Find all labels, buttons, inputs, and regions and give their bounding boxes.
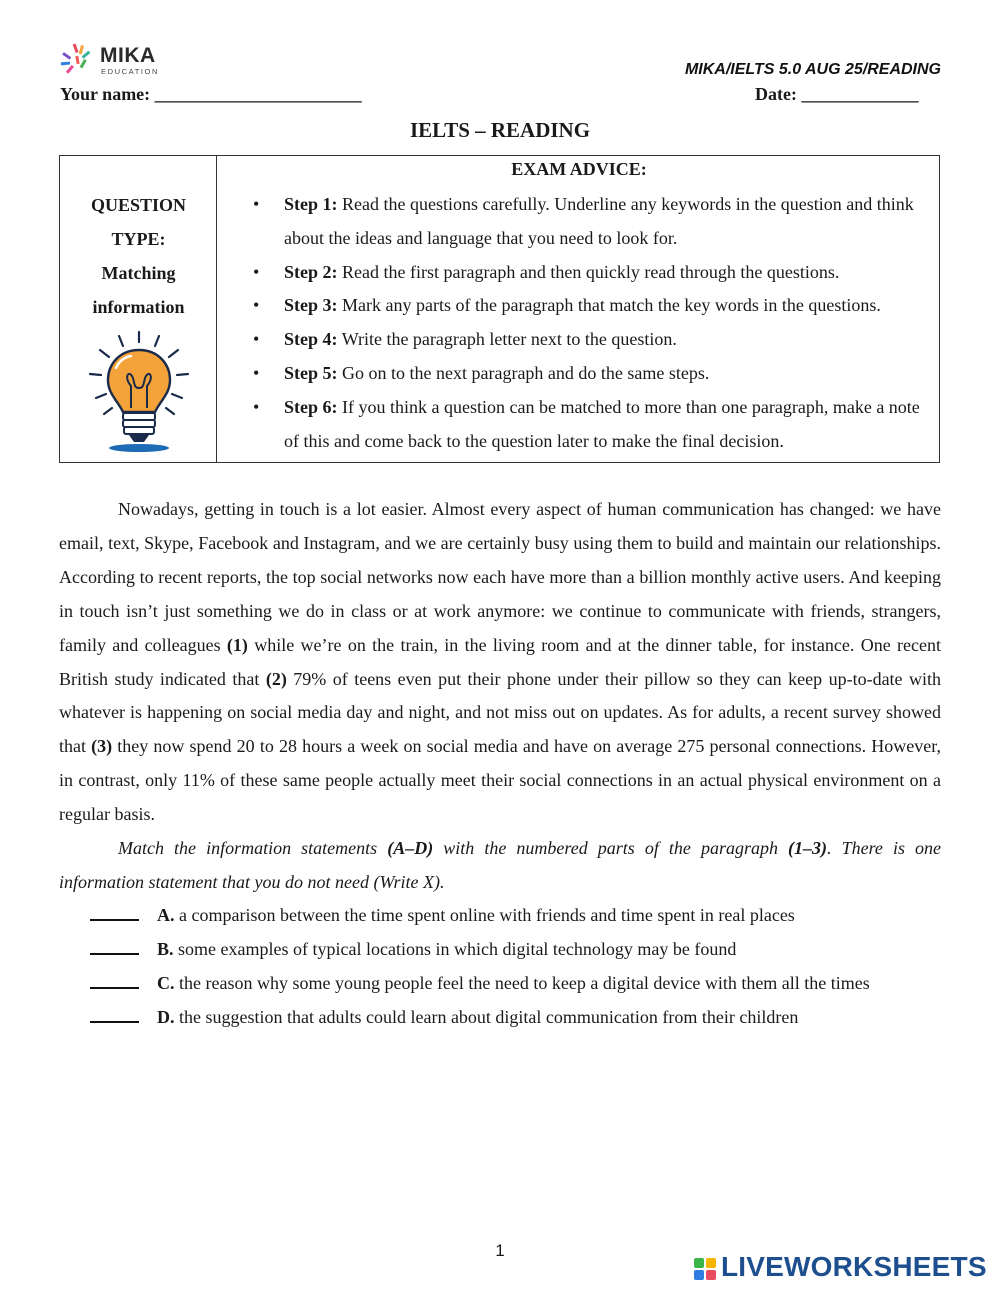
name-field[interactable] (60, 84, 362, 105)
statement-letter: B. (157, 938, 174, 959)
name-label: Your name: (60, 84, 151, 104)
exam-advice-heading: EXAM ADVICE: (511, 159, 647, 179)
step-label: Step 5: (284, 362, 338, 383)
liveworksheets-logo[interactable] (691, 1251, 991, 1287)
page-number: 1 (495, 1241, 505, 1260)
step-label: Step 2: (284, 261, 338, 282)
statement-item (90, 967, 950, 1001)
logo-subtitle: EDUCATION (101, 67, 160, 76)
passage-text: 79% of teens even put their phone under their pillow so they can keep up-to-date with whatever is happening on social media day and night, and not miss out on updates. As for adults, a recent survey showed that (59, 668, 942, 757)
task-instruction (59, 832, 941, 900)
advice-step (256, 289, 936, 323)
instruction-text: . There is one information statement that you do not need (Write X). (59, 838, 942, 892)
statements-list (90, 899, 950, 1035)
advice-steps-list (256, 188, 936, 458)
question-type-label (60, 188, 217, 324)
question-type-line: TYPE: (111, 229, 166, 249)
question-type-line: Matching (101, 263, 176, 283)
passage-text: Nowadays, getting in touch is a lot easier. Almost every aspect of human communication has changed: we have email, text, Skype, Facebook and Instagram, and we are certainly busy using them to build and maintain our relationships. According to recent reports, the top social networks now each have more than a billion monthly active users. And keeping in touch isn’t just something we do in class or at work anymore: we continue to communicate with friends, strangers, family and colleagues (59, 499, 941, 655)
lightbulb-icon (86, 328, 192, 454)
statement-item (90, 933, 950, 967)
advice-step (256, 391, 936, 459)
logo-wordmark: MIKA (100, 44, 156, 67)
instruction-range-letters: (A–D) (387, 838, 434, 858)
reading-passage (59, 493, 941, 832)
statement-letter: D. (157, 1006, 175, 1027)
mika-logo-icon (60, 42, 98, 78)
date-label: Date: (755, 84, 797, 104)
step-label: Step 6: (284, 396, 338, 417)
step-text: Read the first paragraph and then quickly read through the questions. (342, 261, 840, 282)
instruction-text: Match the information statements (118, 838, 378, 858)
page-title: IELTS – READING (409, 118, 591, 142)
step-label: Step 1: (284, 194, 338, 214)
statement-item (90, 899, 950, 933)
question-type-cell (60, 156, 217, 462)
instruction-range-numbers: (1–3) (788, 838, 828, 858)
advice-step (256, 188, 936, 256)
document-code: MIKA/IELTS 5.0 AUG 25/READING (684, 61, 941, 78)
advice-step (256, 256, 936, 290)
step-text: If you think a question can be matched to more than one paragraph, make a note of this and come back to the question later to make the final decision. (284, 396, 920, 451)
exam-advice-table (59, 155, 940, 463)
passage-text: while we’re on the train, in the living room and at the dinner table, for instance. One recent British study indicated that (59, 634, 941, 689)
step-text: Go on to the next paragraph and do the same steps. (342, 362, 710, 383)
liveworksheets-icon (693, 1257, 719, 1283)
statement-text: the reason why some young people feel the need to keep a digital device with them all the times (179, 972, 870, 993)
instruction-text: with the numbered parts of the paragraph (443, 838, 778, 858)
answer-blank[interactable] (90, 971, 139, 989)
mika-logo (60, 42, 170, 78)
step-label: Step 4: (284, 329, 338, 350)
date-field[interactable] (755, 84, 918, 105)
question-type-line: information (92, 297, 185, 317)
marker-1: (1) (226, 634, 248, 655)
marker-3: (3) (91, 736, 113, 757)
step-text: Mark any parts of the paragraph that match the key words in the questions. (342, 295, 881, 316)
statement-letter: A. (157, 905, 175, 925)
statement-text: a comparison between the time spent online with friends and time spent in real places (179, 905, 795, 925)
step-label: Step 3: (284, 295, 338, 316)
answer-blank[interactable] (90, 937, 139, 955)
answer-blank[interactable] (90, 903, 139, 921)
step-text: Write the paragraph letter next to the question. (341, 329, 677, 350)
statement-text: some examples of typical locations in which digital technology may be found (178, 938, 737, 959)
name-blank[interactable]: _______________________ (154, 84, 362, 104)
answer-blank[interactable] (90, 1005, 139, 1023)
passage-text: they now spend 20 to 28 hours a week on social media and have on average 275 personal connections. However, in contrast, only 11% of these same people actually meet their social connections in an actual physical environment on a regular basis. (59, 736, 941, 825)
date-blank[interactable]: _____________ (801, 84, 919, 104)
statement-item (90, 1001, 950, 1035)
statement-letter: C. (157, 972, 175, 993)
step-text: Read the questions carefully. Underline any keywords in the question and think about the ideas and language that you need to look for. (284, 194, 914, 248)
question-type-line: QUESTION (90, 195, 187, 215)
statement-text: the suggestion that adults could learn about digital communication from their children (179, 1006, 799, 1027)
marker-2: (2) (265, 668, 287, 689)
advice-step (256, 357, 936, 391)
advice-step (256, 323, 936, 357)
liveworksheets-wordmark: LIVEWORKSHEETS (721, 1251, 987, 1282)
